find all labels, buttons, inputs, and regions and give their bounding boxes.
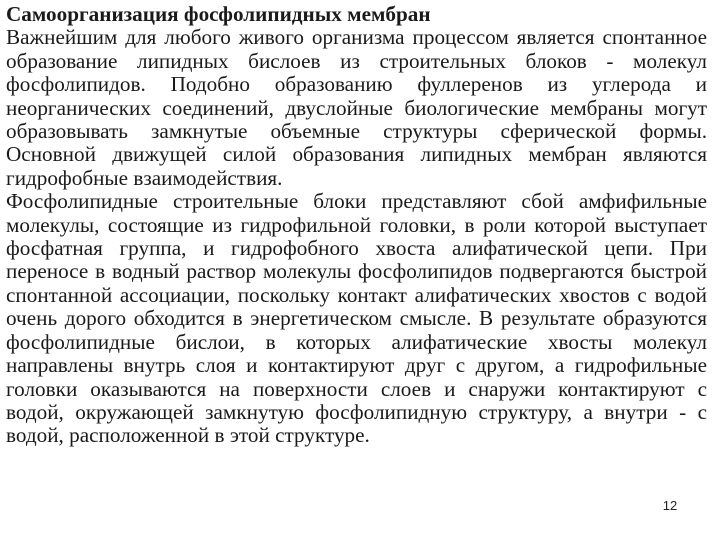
slide-title: Самоорганизация фосфолипидных мембран xyxy=(6,2,431,26)
slide-content xyxy=(6,3,707,448)
paragraph-2: Фосфолипидные строительные блоки представляют сбой амфифильные молекулы, состоящие из гидрофильной головки, в роли которой выступает фосфатная группа, и гидрофобного хвоста алифатической цепи. При переносе в водный раствор молекулы фосфолипидов подвергаются быстрой спонтанной ассоциации, поскольку контакт алифатических хвостов с водой очень дорого обходится в энергетическом смысле. В результате образуются фосфолипидные бислои, в которых алифатические хвосты молекул направлены внутрь слоя и контактируют друг с другом, а гидрофильные головки оказываются на поверхности слоев и снаружи контактируют с водой, окружающей замкнутую фосфолипидную структуру, а внутри - с водой, расположенной в этой структуре. xyxy=(6,189,707,448)
paragraph-1: Важнейшим для любого живого организма процессом является спонтанное образование липидных бислоев из строительных блоков - молекул фосфолипидов. Подобно образованию фуллеренов из углерода и неорганических соединений, двуслойные биологические мембраны могут образовывать замкнутые объемные структуры сферической формы. Основной движущей силой образования липидных мембран являются гидрофобные взаимодействия. xyxy=(6,25,707,190)
page-number: 12 xyxy=(662,498,678,513)
